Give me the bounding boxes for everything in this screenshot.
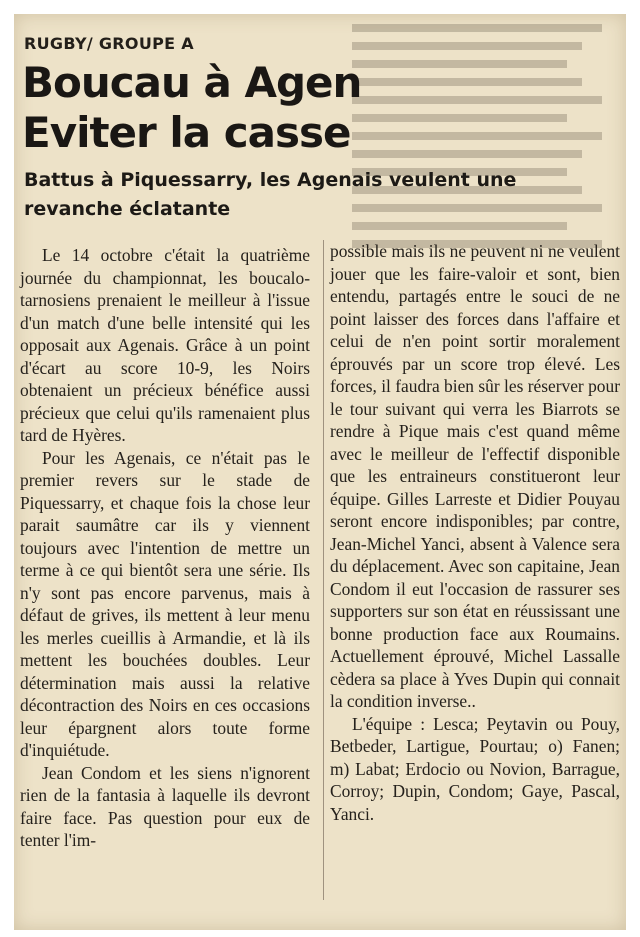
column-left bbox=[20, 244, 310, 852]
column-divider bbox=[323, 240, 324, 900]
paragraph: Jean Condom et les siens n'ignorent rien de la fantasia à laquelle ils devront faire face. Pas question pour eux de tenter l'im- bbox=[20, 762, 310, 850]
paragraph: Le 14 octobre c'était la quatrième journée du championnat, les boucalo-tarnosiens prenaient le meilleur à l'issue d'un match d'une belle intensité qui les opposait aux Agenais. Grâce à un point d'écart au score 10-9, les Noirs obtenaient un précieux bénéfice aussi précieux que celui qu'ils ramenaient plus tard de Hyères. bbox=[20, 245, 310, 445]
column-right bbox=[330, 240, 620, 825]
section-kicker: RUGBY/ GROUPE A bbox=[24, 34, 194, 53]
paragraph: Pour les Agenais, ce n'était pas le premier revers sur le stade de Piquessarry, et chaque fois la chose leur parait saumâtre car ils y viennent toujours avec l'intention de mettre un terme à ce qui bientôt sera une série. Ils n'y sont pas encore parvenus, mais à défaut de grives, ils mettent à leur menu les merles cueillis à Armandie, et là ils mettent les bouchées doubles. Leur détermination mais aussi la relative décontraction des Noirs en ces occasions leur épargnent alors toute forme d'inquiétude. bbox=[20, 447, 310, 760]
headline-line-1: Boucau à Agen bbox=[22, 58, 362, 107]
subheadline: Battus à Piquessarry, les Agenais veulent une revanche éclatante bbox=[24, 169, 517, 220]
team-lineup-paragraph: L'équipe : Lesca; Peytavin ou Pouy, Betbeder, Lartigue, Pourtau; o) Fanen; m) Labat; Erdocio ou Novion, Barrague, Corroy; Dupin, Condom; Gaye, Pascal, Yanci. bbox=[330, 713, 620, 824]
headline bbox=[22, 58, 622, 158]
newspaper-clipping bbox=[14, 14, 626, 930]
headline-line-2: Eviter la casse bbox=[22, 108, 351, 157]
paragraph: possible mais ils ne peuvent ni ne veulent jouer que les faire-valoir et sont, bien entendu, partagés entre le souci de ne point laisser des forces dans l'affaire et celui de n'en point sortir moralement éprouvés par un score trop élevé. Les forces, il faudra bien sûr les réserver pour le tour suivant qui verra les Biarrots se rendre à Pique mais c'est quand même avec le meilleur de l'effectif disponible que les entraineurs constitueront leur équipe. Gilles Larreste et Didier Pouyau seront encore indisponibles; par contre, Jean-Michel Yanci, absent à Valence sera du déplacement. Avec son capitaine, Jean Condom il eut l'occasion de rassurer ses supporters sur son état en réussissant une bonne production face aux Roumains. Actuellement éprouvé, Michel Lassalle cèdera sa place à Yves Dupin qui connait la condition inverse.. bbox=[330, 241, 620, 711]
